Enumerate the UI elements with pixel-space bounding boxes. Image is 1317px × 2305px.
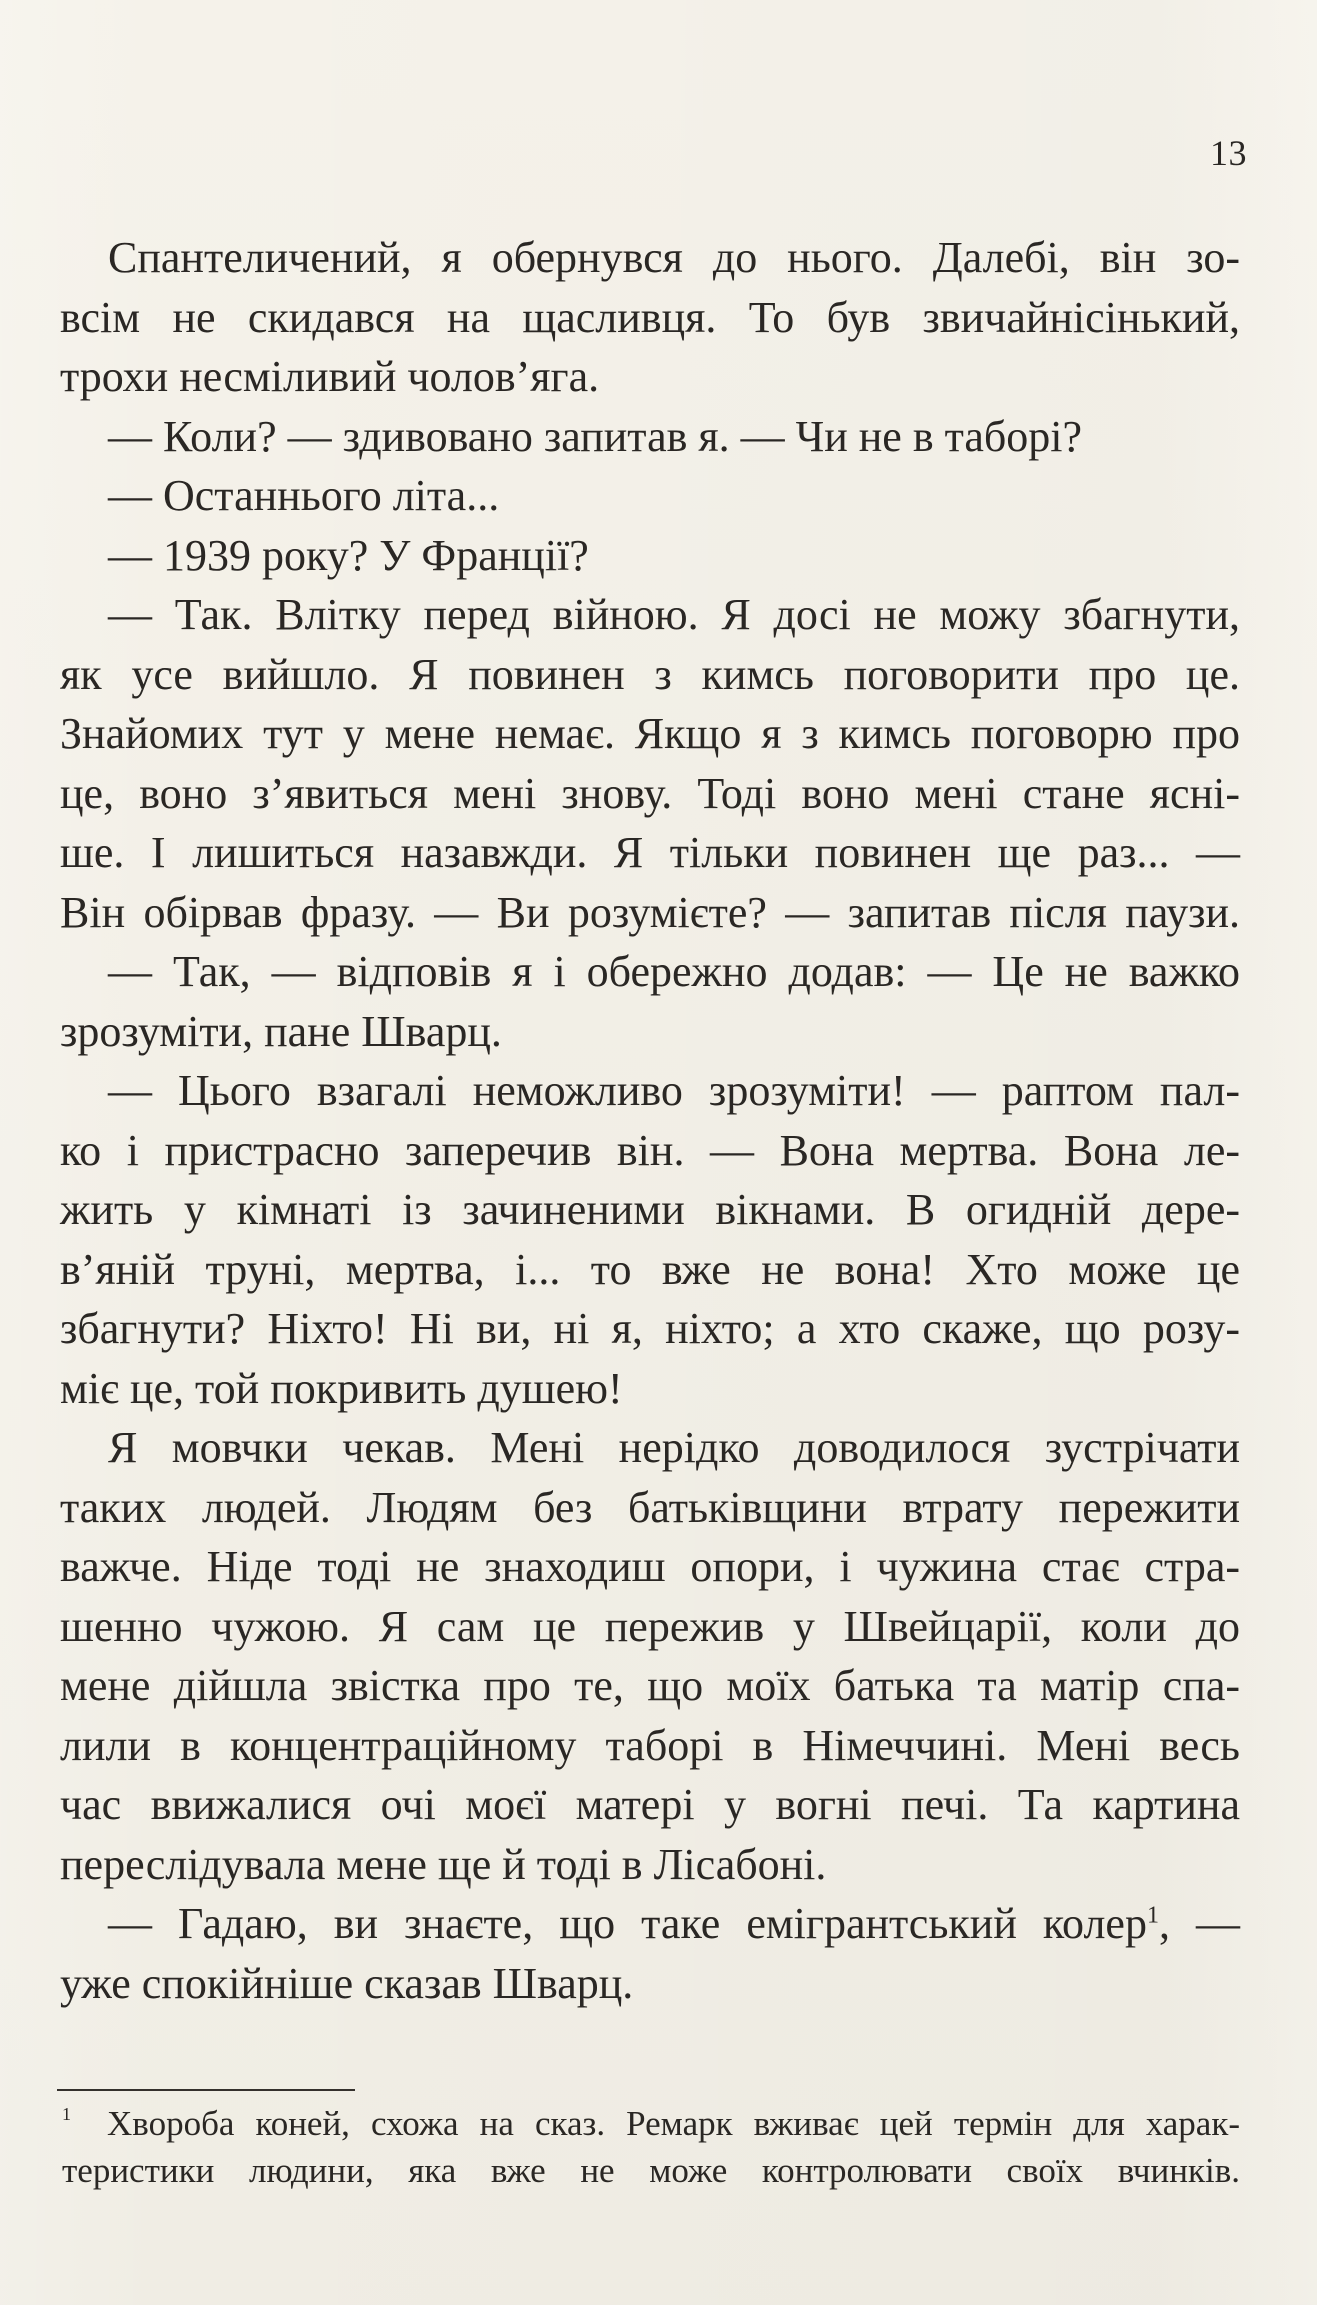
text-fragment: — Гадаю, ви знаєте, що таке емігрантський колер bbox=[108, 1899, 1147, 1948]
footnote-separator bbox=[57, 2089, 355, 2091]
text-line: це, воно з’явиться мені знову. Тоді воно мені стане ясні- bbox=[60, 768, 1240, 818]
footnote-number: 1 bbox=[62, 2104, 71, 2124]
text-line: міє це, той покривить душею! bbox=[60, 1363, 623, 1413]
text-line: лили в концентраційному таборі в Німеччині. Мені весь bbox=[60, 1720, 1240, 1770]
text-fragment: , — bbox=[1158, 1899, 1241, 1948]
text-line: — Так, — відповів я і обережно додав: — Це не важко bbox=[108, 947, 1240, 996]
text-line: — Коли? — здивовано запитав я. — Чи не в таборі? bbox=[108, 411, 1083, 461]
footnote-reference: 1 bbox=[1146, 1902, 1159, 1929]
text-line: Я мовчки чекав. Мені нерідко доводилося зустрічати bbox=[108, 1423, 1240, 1472]
text-line: ше. І лишиться назавжди. Я тільки повинен ще раз... — bbox=[60, 828, 1240, 877]
text-line: важче. Ніде тоді не знаходиш опори, і чужина стає стра- bbox=[60, 1542, 1240, 1591]
text-line: — Так. Влітку перед війною. Я досі не можу збагнути, bbox=[108, 590, 1240, 639]
text-line: шенно чужою. Я сам це пережив у Швейцарії, коли до bbox=[60, 1601, 1240, 1651]
text-line: ко і пристрасно заперечив він. — Вона мертва. Вона ле- bbox=[60, 1125, 1240, 1175]
text-line: час ввижалися очі моєї матері у вогні печі. Та картина bbox=[60, 1780, 1240, 1829]
text-line: мене дійшла звістка про те, що моїх батька та матір спа- bbox=[60, 1661, 1240, 1710]
footnote-line: Хвороба коней, схожа на сказ. Ремарк вживає цей термін для харак- bbox=[107, 2104, 1240, 2143]
text-line: — 1939 року? У Франції? bbox=[108, 530, 589, 580]
text-line: зрозуміти, пане Шварц. bbox=[60, 1006, 502, 1056]
text-line: таких людей. Людям без батьківщини втрату пережити bbox=[60, 1482, 1240, 1532]
text-line: всім не скидався на щасливця. То був звичайнісінький, bbox=[60, 292, 1240, 342]
footnote-line: теристики людини, яка вже не може контролювати своїх вчинків. bbox=[62, 2151, 1240, 2190]
text-line: — Цього взагалі неможливо зрозуміти! — раптом пал- bbox=[108, 1066, 1240, 1115]
main-text bbox=[60, 228, 1240, 2013]
text-line: жить у кімнаті із зачиненими вікнами. В огидній дере- bbox=[60, 1185, 1240, 1234]
text-line: збагнути? Ніхто! Ні ви, ні я, ніхто; а хто скаже, що розу- bbox=[60, 1304, 1240, 1353]
text-line: — Останнього літа... bbox=[108, 471, 500, 520]
text-line: Спантеличений, я обернувся до нього. Далебі, він зо- bbox=[108, 233, 1240, 282]
page-number: 13 bbox=[1210, 133, 1247, 173]
text-line: Він обірвав фразу. — Ви розумієте? — запитав після паузи. bbox=[60, 887, 1240, 937]
text-line: в’яній труні, мертва, і... то вже не вона! Хто може це bbox=[60, 1244, 1240, 1294]
text-line: переслідувала мене ще й тоді в Лісабоні. bbox=[60, 1839, 827, 1889]
text-line: Знайомих тут у мене немає. Якщо я з кимсь поговорю про bbox=[60, 709, 1240, 758]
text-line-with-footnote bbox=[60, 1894, 1240, 1954]
text-line: як усе вийшло. Я повинен з кимсь поговорити про це. bbox=[60, 649, 1240, 699]
text-line: трохи несміливий чолов’яга. bbox=[60, 352, 600, 401]
text-line: уже спокійніше сказав Шварц. bbox=[60, 1958, 634, 2008]
footnote bbox=[62, 2100, 1240, 2194]
